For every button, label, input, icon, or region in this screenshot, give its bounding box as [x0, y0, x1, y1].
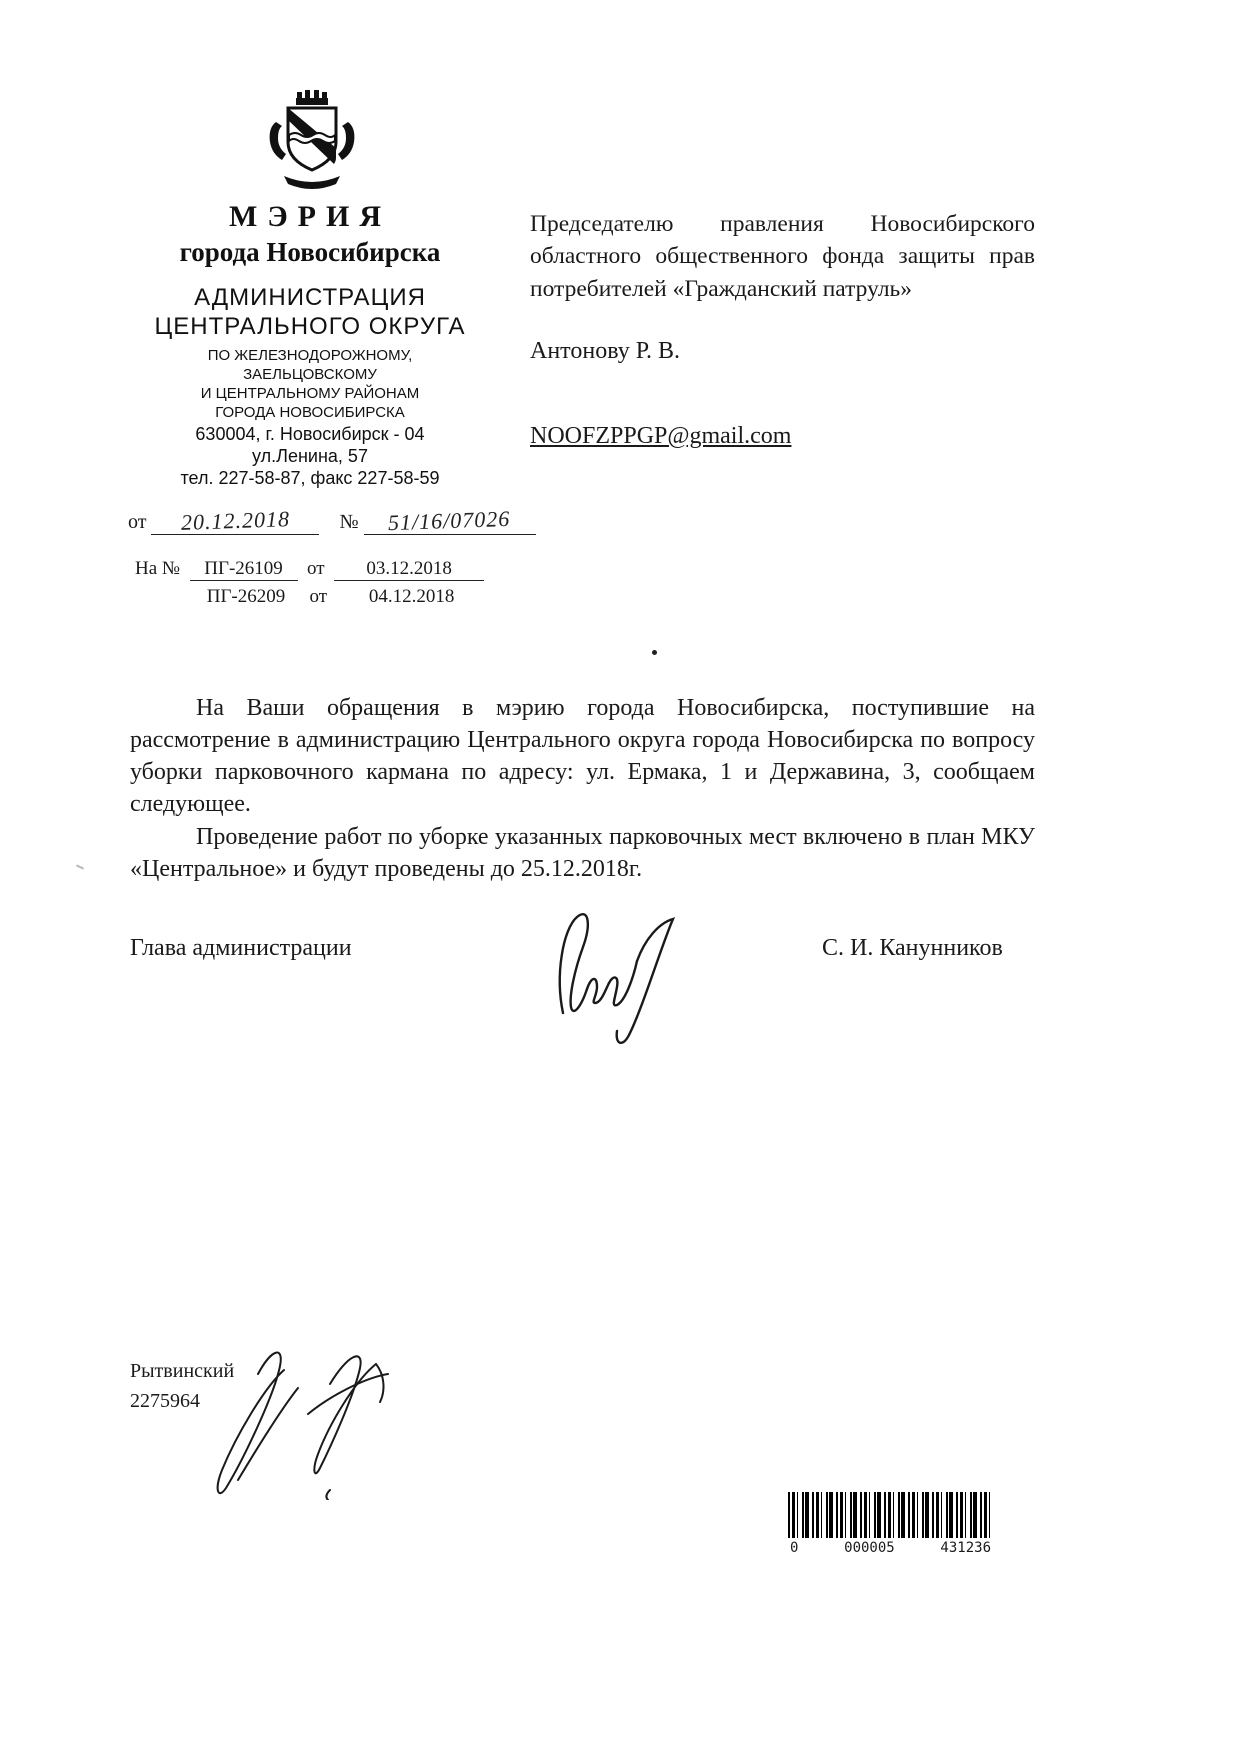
- incoming-reference-row-2: [192, 586, 487, 608]
- org-name-city: города Новосибирска: [179, 237, 441, 267]
- incoming1-number: ПГ-26109: [190, 558, 298, 581]
- org-administration-line2: ЦЕНТРАЛЬНОГО ОКРУГА: [154, 313, 466, 340]
- body-paragraph-2: Проведение работ по уборке указанных парковочных мест включено в план МКУ «Центральное» и будут проведены до 25.12.2018г.: [130, 823, 1035, 882]
- handwritten-date: 20.12.2018: [180, 506, 291, 535]
- incoming1-ot: от: [307, 558, 325, 579]
- ref-from-date-field: [151, 508, 319, 535]
- barcode-digit-left: 0: [790, 1540, 799, 1556]
- org-district-line: И ЦЕНТРАЛЬНОМУ РАЙОНАМ: [200, 385, 420, 402]
- recipient-name: Антонову Р. В.: [530, 338, 681, 364]
- outgoing-reference-row: [128, 505, 536, 536]
- incoming-reference-row-1: [135, 558, 484, 581]
- scan-dot-artifact: [652, 650, 657, 655]
- signer-title: Глава администрации: [130, 935, 352, 961]
- executor-signature-ink: [180, 1330, 440, 1500]
- ref-from-label: от: [128, 511, 147, 533]
- barcode-digits-right: 431236: [940, 1540, 991, 1556]
- incoming1-date: 03.12.2018: [334, 558, 484, 581]
- org-district-line: ГОРОДА НОВОСИБИРСКА: [215, 404, 405, 421]
- signer-name: С. И. Канунников: [822, 935, 1003, 961]
- org-address-line: ул.Ленина, 57: [252, 446, 368, 466]
- executor-name: Рытвинский: [130, 1360, 235, 1382]
- ref-number-label: №: [339, 511, 359, 533]
- org-administration-line1: АДМИНИСТРАЦИЯ: [194, 284, 426, 311]
- org-name-meria: МЭРИЯ: [229, 200, 391, 233]
- ref-number-field: [364, 505, 536, 536]
- barcode-digits-mid: 000005: [844, 1540, 895, 1556]
- barcode: [788, 1492, 993, 1556]
- incoming2-ot: от: [309, 586, 328, 607]
- executor-phone: 2275964: [130, 1390, 200, 1412]
- org-district-line: ЗАЕЛЬЦОВСКОМУ: [243, 366, 377, 383]
- incoming2-date: 04.12.2018: [368, 586, 455, 607]
- org-district-line: ПО ЖЕЛЕЗНОДОРОЖНОМУ,: [207, 347, 413, 364]
- recipient-position: Председателю правления Новосибирского областного общественного фонда защиты прав потребителей «Гражданский патруль»: [530, 211, 1035, 302]
- signature-ink: [525, 895, 705, 1055]
- scan-dash-artifact: [76, 864, 84, 869]
- barcode-digits: [788, 1540, 993, 1556]
- body-paragraph-1: На Ваши обращения в мэрию города Новосибирска, поступившие на рассмотрение в администрацию Центрального округа города Новосибирска по вопросу уборки парковочного кармана по адресу: ул. Ермака, 1 и Державина, 3, сообщаем следующее.: [130, 695, 1035, 818]
- letter-body: [130, 692, 1035, 885]
- org-phone-line: тел. 227-58-87, факс 227-58-59: [180, 468, 440, 488]
- handwritten-number: 51/16/07026: [388, 505, 512, 536]
- org-address-line: 630004, г. Новосибирск - 04: [195, 424, 425, 444]
- incoming-label: На №: [135, 558, 181, 579]
- recipient-email: NOOFZPPGP@gmail.com: [530, 423, 792, 449]
- novosibirsk-coat-of-arms-icon: [262, 88, 362, 198]
- barcode-bars: [788, 1492, 993, 1538]
- incoming2-number: ПГ-26209: [206, 586, 286, 607]
